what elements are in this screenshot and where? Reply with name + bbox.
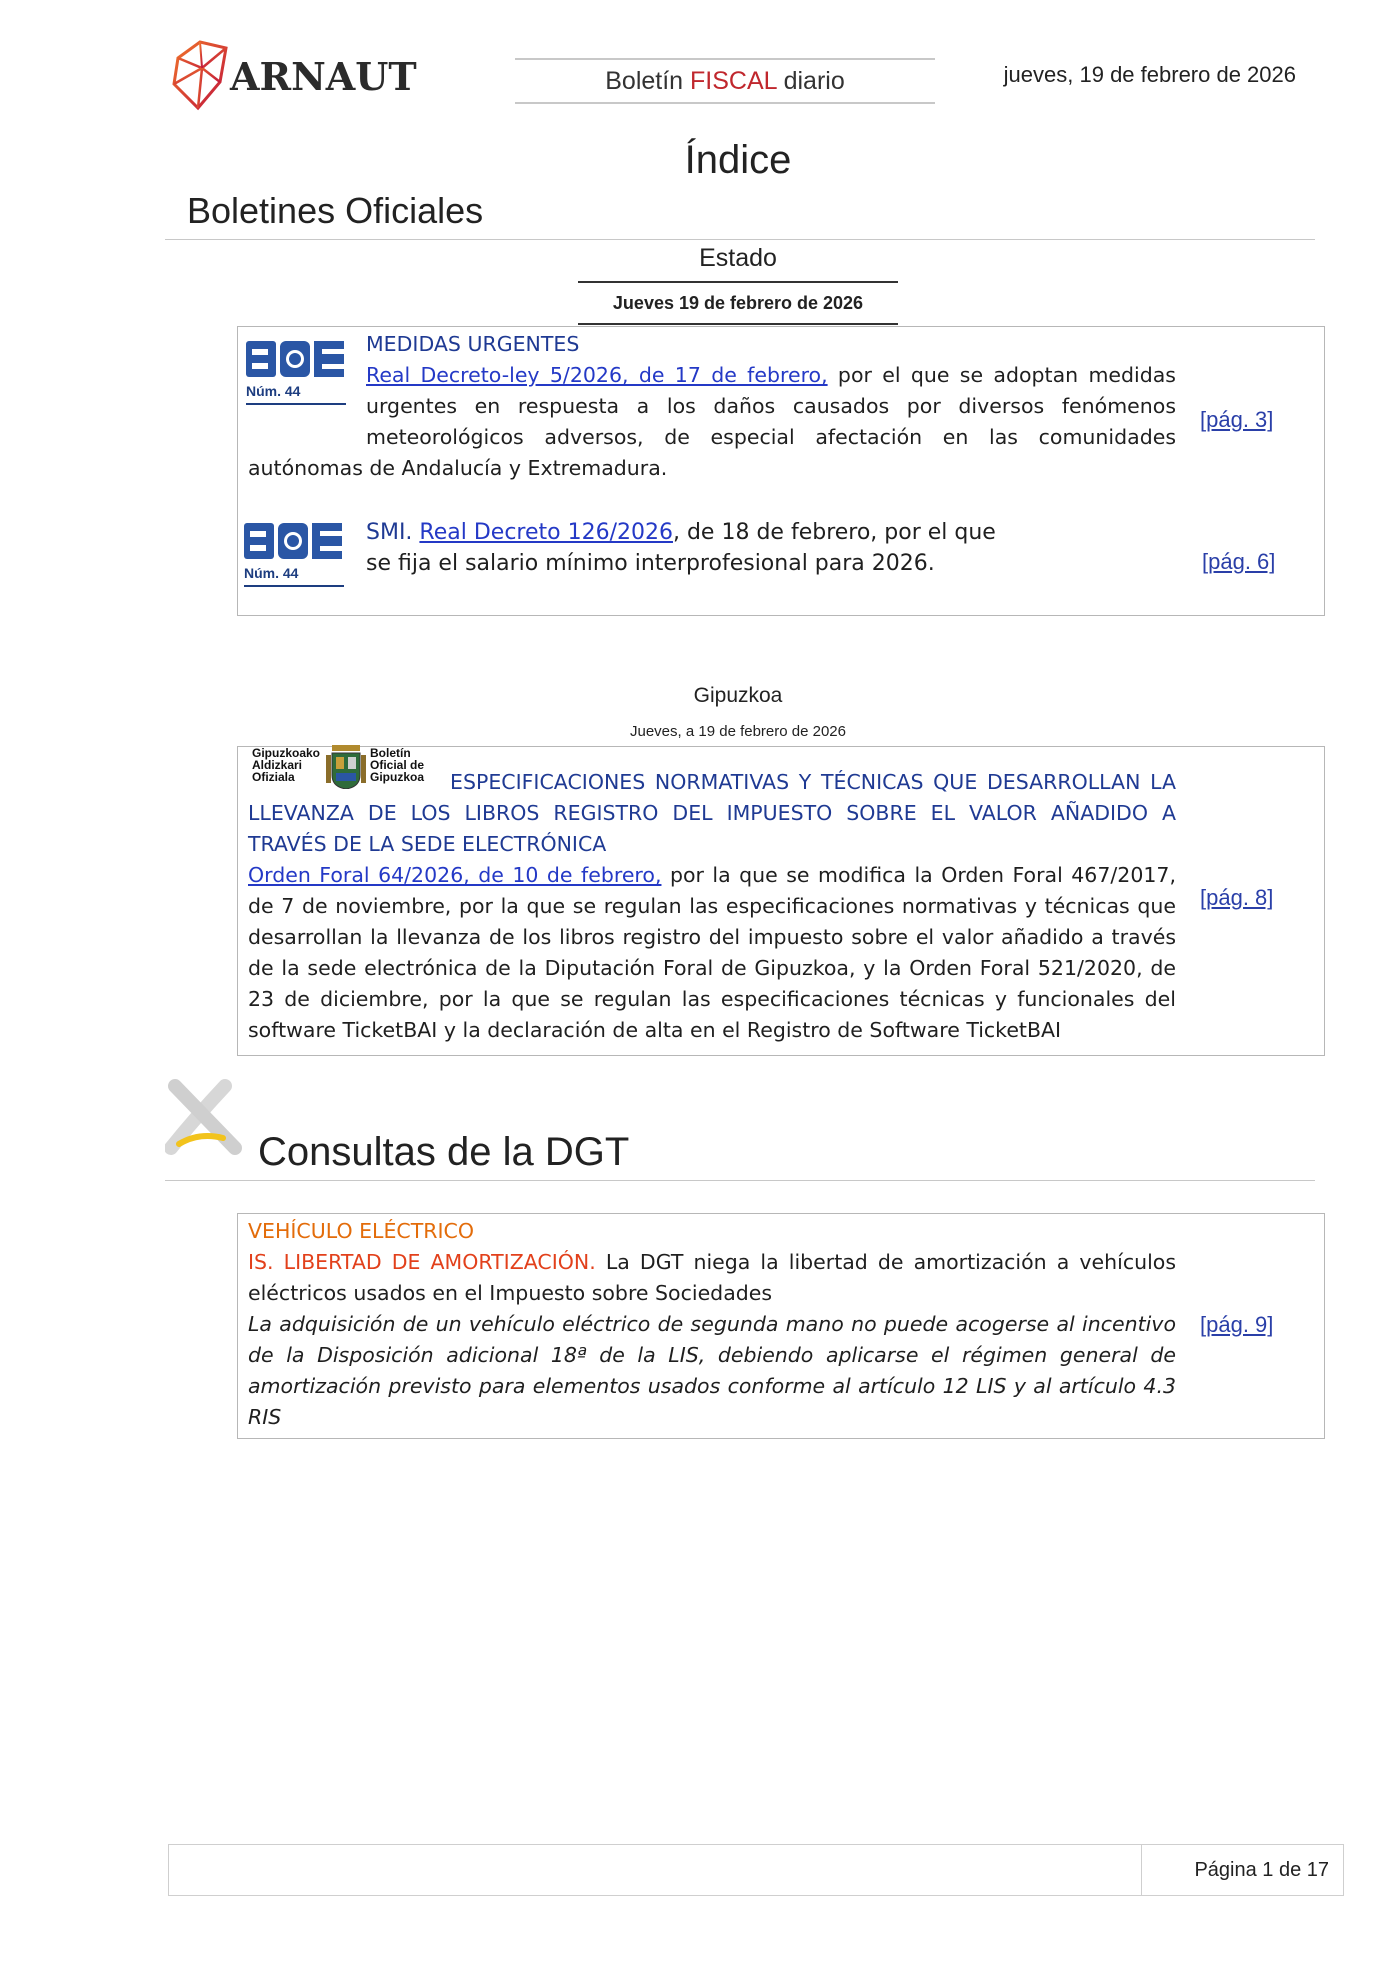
gipuzkoa-box xyxy=(237,746,1325,1056)
header-date: jueves, 19 de febrero de 2026 xyxy=(1003,62,1296,87)
item-lead: IS. LIBERTAD DE AMORTIZACIÓN. xyxy=(248,1250,596,1274)
logo-right-line: Oficial de xyxy=(370,758,425,772)
bulletin-title xyxy=(515,58,935,104)
dgt-item xyxy=(248,1216,1176,1433)
bulletin-suffix: diario xyxy=(776,67,845,95)
item-category: VEHÍCULO ELÉCTRICO xyxy=(248,1219,475,1243)
item-text: La DGT niega la libertad de amortización a vehículos eléctricos usados en el Impuesto sobre Sociedades xyxy=(248,1250,1176,1305)
logo-left-line: Ofiziala xyxy=(252,770,295,784)
estado-box xyxy=(237,326,1325,616)
dgt-section-title: Consultas de la DGT xyxy=(258,1130,630,1174)
bulletin-highlight: FISCAL xyxy=(690,67,777,95)
brand-name: ARNAUT xyxy=(230,54,417,99)
item-link[interactable]: Real Decreto 126/2026 xyxy=(419,520,673,545)
logo-right-line: Gipuzkoa xyxy=(370,770,425,784)
footer-divider xyxy=(1141,1845,1142,1895)
arnaut-logo xyxy=(170,36,417,116)
page-link[interactable]: [pág. 6] xyxy=(1202,549,1276,574)
item-link[interactable]: Orden Foral 64/2026, de 10 de febrero, xyxy=(248,863,662,887)
item-link[interactable]: Real Decreto-ley 5/2026, de 17 de febrero, xyxy=(366,363,828,387)
divider xyxy=(165,1180,1315,1181)
divider xyxy=(165,239,1315,240)
item-heading: ESPECIFICACIONES NORMATIVAS Y TÉCNICAS QUE DESARROLLAN LA LLEVANZA DE LOS LIBROS REGISTRO DEL IMPUESTO SOBRE EL VALOR AÑADIDO A TRAVÉS DE LA SEDE ELECTRÓNICA xyxy=(248,770,1176,856)
boe-number: Núm. 44 xyxy=(244,565,344,587)
arnaut-logo-icon xyxy=(170,38,234,112)
boe-icon xyxy=(244,521,344,561)
item-prefix: SMI. xyxy=(366,520,420,545)
boe-logo xyxy=(244,521,352,583)
bulletin-prefix: Boletín xyxy=(605,67,691,95)
boe-number: Núm. 44 xyxy=(246,383,346,405)
section-title-official: Boletines Oficiales xyxy=(187,190,484,231)
estado-date: Jueves 19 de febrero de 2026 xyxy=(578,281,898,325)
item-text: por el que se adoptan medidas urgentes en respuesta a los daños causados por diversos fenómenos meteorológicos adversos, de especial afectación en las comunidades autónomas de Andalucía y Extremadura. xyxy=(248,363,1176,480)
logo-left-line: Gipuzkoako xyxy=(252,746,321,760)
aeat-logo-icon xyxy=(165,1078,243,1158)
item-text: por la que se modifica la Orden Foral 467/2017, de 7 de noviembre, por la que se regulan las especificaciones normativas y técnicas que desarrollan la llevanza de los libros registro del impuesto sobre el valor añadido a través de la sede electrónica de la Diputación Foral de Gipuzkoa, y la Orden Foral 521/2020, de 23 de diciembre, por la que se regulan las especificaciones técnicas y funcionales del software TicketBAI y la declaración de alta en el Registro de Software TicketBAI xyxy=(248,863,1176,1042)
estado-item-1 xyxy=(248,329,1176,484)
page-footer xyxy=(168,1844,1344,1896)
item-summary: La adquisición de un vehículo eléctrico de segunda mano no puede acogerse al incentivo de la Disposición adicional 18ª de la LIS, debiendo aplicarse el régimen general de amortización previsto para elementos usados conforme al artículo 12 LIS y al artículo 4.3 RIS xyxy=(248,1312,1176,1429)
estado-item-2 xyxy=(366,517,1026,579)
item-heading: MEDIDAS URGENTES xyxy=(366,332,580,356)
page-link[interactable]: [pág. 8] xyxy=(1200,885,1274,910)
page-link[interactable]: [pág. 3] xyxy=(1200,407,1274,432)
index-title: Índice xyxy=(684,138,792,182)
estado-title: Estado xyxy=(699,244,777,272)
gipuzkoa-item xyxy=(248,767,1176,1046)
logo-right-line: Boletín xyxy=(370,746,411,760)
page-link[interactable]: [pág. 9] xyxy=(1200,1312,1274,1337)
gipuzkoa-date: Jueves, a 19 de febrero de 2026 xyxy=(630,723,846,740)
gipuzkoa-title: Gipuzkoa xyxy=(693,684,783,707)
page-number: Página 1 de 17 xyxy=(1194,1859,1329,1881)
item-text: , de 18 de febrero, por el que se fija el salario mínimo interprofesional para 2026. xyxy=(366,520,996,576)
dgt-box xyxy=(237,1213,1325,1439)
logo-left-line: Aldizkari xyxy=(252,758,303,772)
